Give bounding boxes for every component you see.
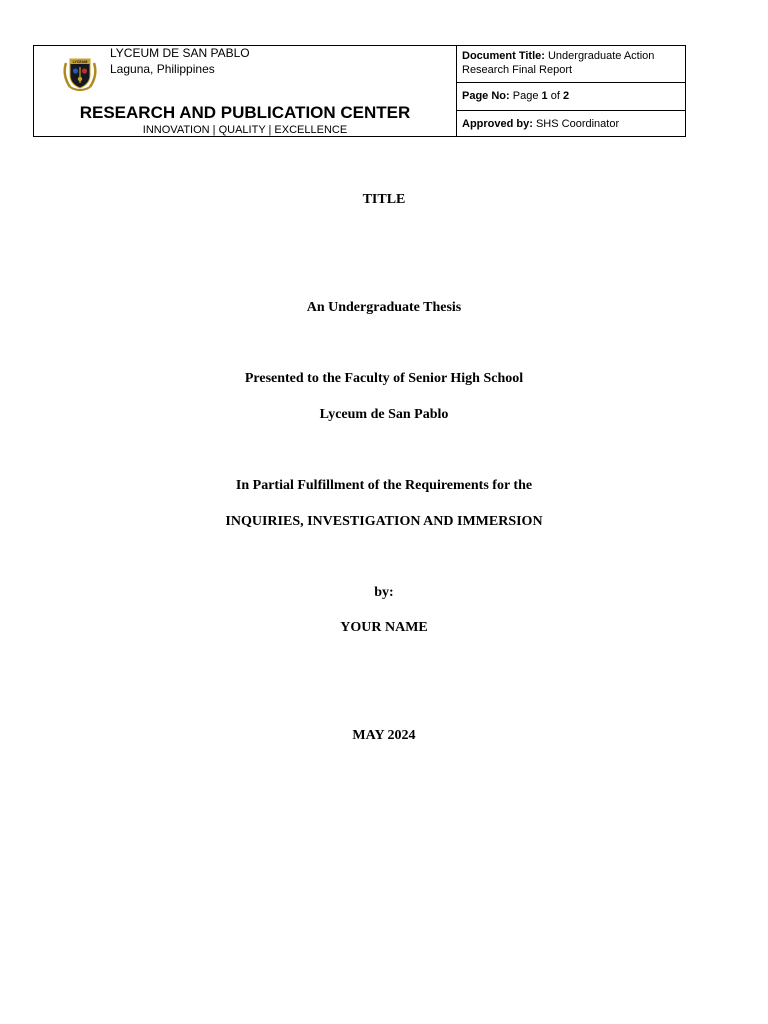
presented-to-line: Presented to the Faculty of Senior High School [244,371,524,386]
page-number-cell [457,83,685,111]
submission-date: MAY 2024 [352,728,416,743]
document-title-label: Document Title: [462,50,545,62]
document-title-value-continued: Research Final Report [462,64,573,76]
approved-by-cell [457,111,685,136]
by-label: by: [374,585,394,600]
school-name: LYCEUM DE SAN PABLO [110,46,250,60]
thesis-type: An Undergraduate Thesis [306,300,462,315]
document-title-cell [457,46,685,83]
page-current: 1 [541,90,548,102]
page-number-label: Page No: [462,90,510,102]
page-prefix: Page [512,90,539,102]
center-name: RESEARCH AND PUBLICATION CENTER [79,103,411,122]
course-line: INQUIRIES, INVESTIGATION AND IMMERSION [225,514,543,529]
fulfillment-line: In Partial Fulfillment of the Requirements for the [235,478,533,493]
logo-text: LYCEUM [72,60,88,65]
author-name: YOUR NAME [340,620,428,635]
page-of: of [550,90,560,102]
institution-line: Lyceum de San Pablo [319,407,449,422]
page-total: 2 [562,90,570,102]
approved-by-label: Approved by: [462,118,533,130]
document-title-value: Undergraduate Action [547,50,655,62]
header-school-block [34,46,457,136]
header-meta-block [457,46,685,136]
school-crest-icon [60,53,100,93]
center-tagline: INNOVATION | QUALITY | EXCELLENCE [142,124,348,136]
school-location: Laguna, Philippines [110,62,215,76]
thesis-title: TITLE [362,192,406,207]
document-header-table [33,45,686,137]
approved-by-value: SHS Coordinator [535,118,620,130]
